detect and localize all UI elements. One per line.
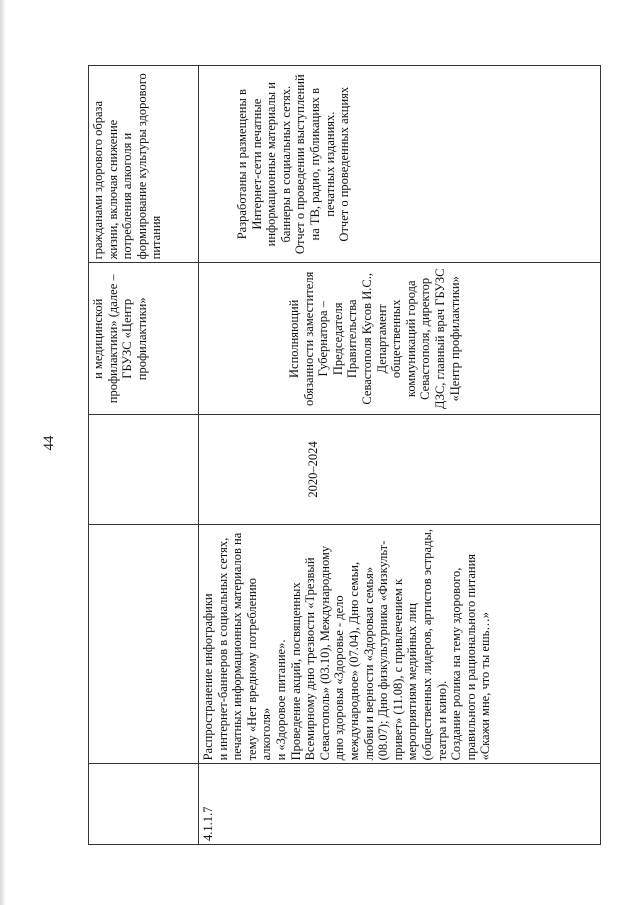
cell-period (89, 415, 199, 525)
cell-period (199, 415, 601, 525)
measures-table (88, 65, 601, 845)
page-number: 44 (41, 435, 57, 451)
cell-text: Разработаны и размещены в Интернет-сети печатные информационные материалы и баннеры в социальных сетях. Отчет о проведении выступлений на ТВ, радио, публикациях в печатных изданиях. Отчет о проведенных акциях (235, 74, 352, 255)
scan-edge-shadow (0, 0, 6, 905)
cell-text: Распространение инфографики и интернет-баннеров в социальных сетях, печатных информационных материалов на тему «Нет вредному потреблению алкоголя» и «Здоровое питание». Проведение акций, посвященных Всемирному дню трезвости «Трезвый Севастополь» (03.10), Международному дню здоровья «Здоровье - дело международное» (07.04), Дню семьи, любви и верности «Здоровая семья» (08.07); Дню физкультурника «Физкульт-привет» (11.08), с привлечением к мероприятиям медийных лиц (общественных лидеров, артистов эстрады, театра и кино). Создание ролика на тему здорового, правильного и рационального питания «Скажи мне, что ты ешь…» (201, 529, 493, 761)
table-row (199, 66, 601, 845)
cell-measure (199, 524, 601, 764)
cell-text: Исполняющий обязанности заместителя Губернатора – Председателя Правительства Севастополя Кусов И.С., Департамент общественных коммуникаций города Севастополя, директор ДЗС, главный врач ГБУЗС «Центр профилактики» (287, 268, 462, 410)
rotated-table-container (88, 65, 608, 845)
cell-result (89, 66, 199, 263)
cell-text: 4.1.1.7 (201, 806, 215, 841)
table-row (89, 66, 199, 845)
cell-text: и медицинской профилактики» (далее – ГБУЗС «Центр профилактики» (91, 274, 149, 404)
cell-number (89, 764, 199, 845)
cell-text: гражданами здорового образа жизни, включая снижение потребления алкоголя и формирование культуры здорового питания (91, 73, 164, 260)
cell-number (199, 764, 601, 845)
cell-text: 2020–2024 (306, 441, 320, 498)
cell-result (199, 66, 601, 263)
cell-responsible (89, 263, 199, 415)
cell-responsible (199, 263, 601, 415)
cell-measure (89, 524, 199, 764)
